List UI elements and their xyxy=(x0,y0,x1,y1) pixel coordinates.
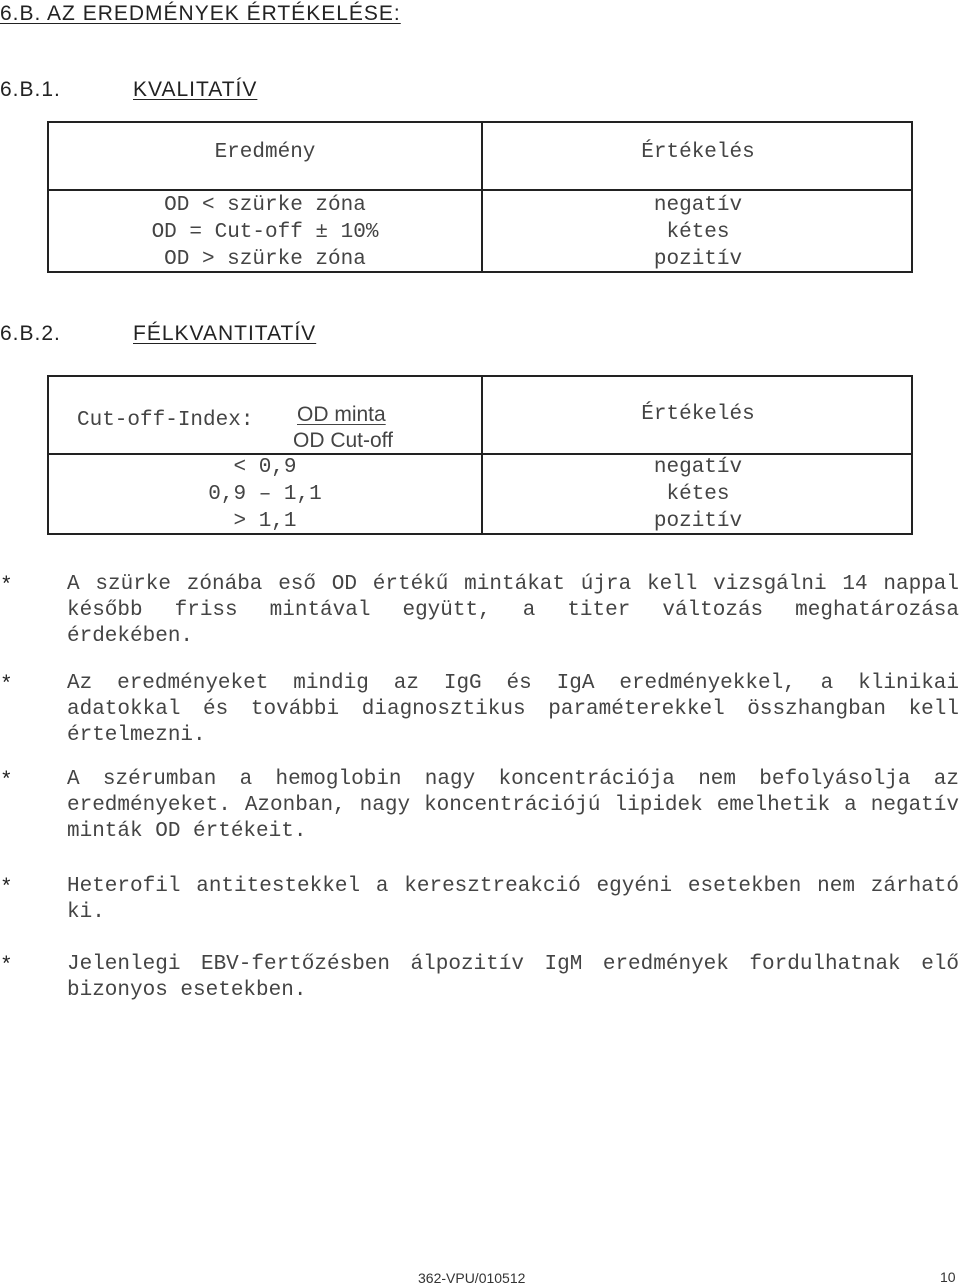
section-title: 6.B. AZ EREDMÉNYEK ÉRTÉKELÉSE: xyxy=(0,2,401,25)
note-text: A szérumban a hemoglobin nagy koncentrációja nem befolyásolja az eredményeket. Azonban, nagy koncentrációjú lipidek emelhetik a negatív minták OD értékeit. xyxy=(67,768,959,843)
qualitative-title: KVALITATÍV xyxy=(133,78,258,101)
table-cell: pozitív xyxy=(653,510,743,533)
table-cell: < 0,9 xyxy=(233,456,297,479)
semiquantitative-table xyxy=(47,375,913,535)
formula-numerator: OD minta xyxy=(297,403,386,426)
table-cell: kétes xyxy=(666,483,730,506)
table-divider xyxy=(49,453,911,455)
document-code: 362-VPU/010512 xyxy=(418,1270,526,1286)
note-text: A szürke zónába eső OD értékű mintákat újra kell vizsgálni 14 nappal később friss mintával együtt, a titer változás meghatározása érdekében. xyxy=(67,573,959,648)
table-cell: kétes xyxy=(666,221,730,244)
table-cell: pozitív xyxy=(653,248,743,271)
note-text: Az eredményeket mindig az IgG és IgA eredményekkel, a klinikai adatokkal és további diagnosztikus paraméterekkel összhangban kell értelmezni. xyxy=(67,672,959,747)
qualitative-number: 6.B.1. xyxy=(0,78,61,101)
table-cell: negatív xyxy=(653,456,743,479)
qualitative-header-result: Eredmény xyxy=(214,141,316,164)
note-bullet: * xyxy=(0,877,13,900)
table-cell: OD < szürke zóna xyxy=(164,194,366,217)
note-text: Jelenlegi EBV-fertőzésben álpozitív IgM eredmények fordulhatnak elő bizonyos esetekben. xyxy=(67,953,959,1002)
semiquantitative-header-evaluation: Értékelés xyxy=(641,403,755,426)
table-divider xyxy=(49,189,911,191)
note-bullet: * xyxy=(0,674,13,697)
note-text: Heterofil antitestekkel a keresztreakció egyéni esetekben nem zárható ki. xyxy=(67,875,959,924)
table-cell: negatív xyxy=(653,194,743,217)
note-bullet: * xyxy=(0,575,13,598)
table-cell: 0,9 – 1,1 xyxy=(208,483,322,506)
table-cell: OD = Cut-off ± 10% xyxy=(151,221,379,244)
note-bullet: * xyxy=(0,955,13,978)
table-cell: > 1,1 xyxy=(233,510,297,533)
formula-denominator: OD Cut-off xyxy=(293,429,393,452)
semiquantitative-title: FÉLKVANTITATÍV xyxy=(133,322,317,345)
cutoff-index-label: Cut-off-Index: xyxy=(77,409,254,432)
qualitative-table xyxy=(47,121,913,273)
qualitative-header-evaluation: Értékelés xyxy=(641,141,755,164)
semiquantitative-number: 6.B.2. xyxy=(0,322,61,345)
note-bullet: * xyxy=(0,770,13,793)
table-cell: OD > szürke zóna xyxy=(164,248,366,271)
page-number: 10 xyxy=(940,1269,956,1285)
